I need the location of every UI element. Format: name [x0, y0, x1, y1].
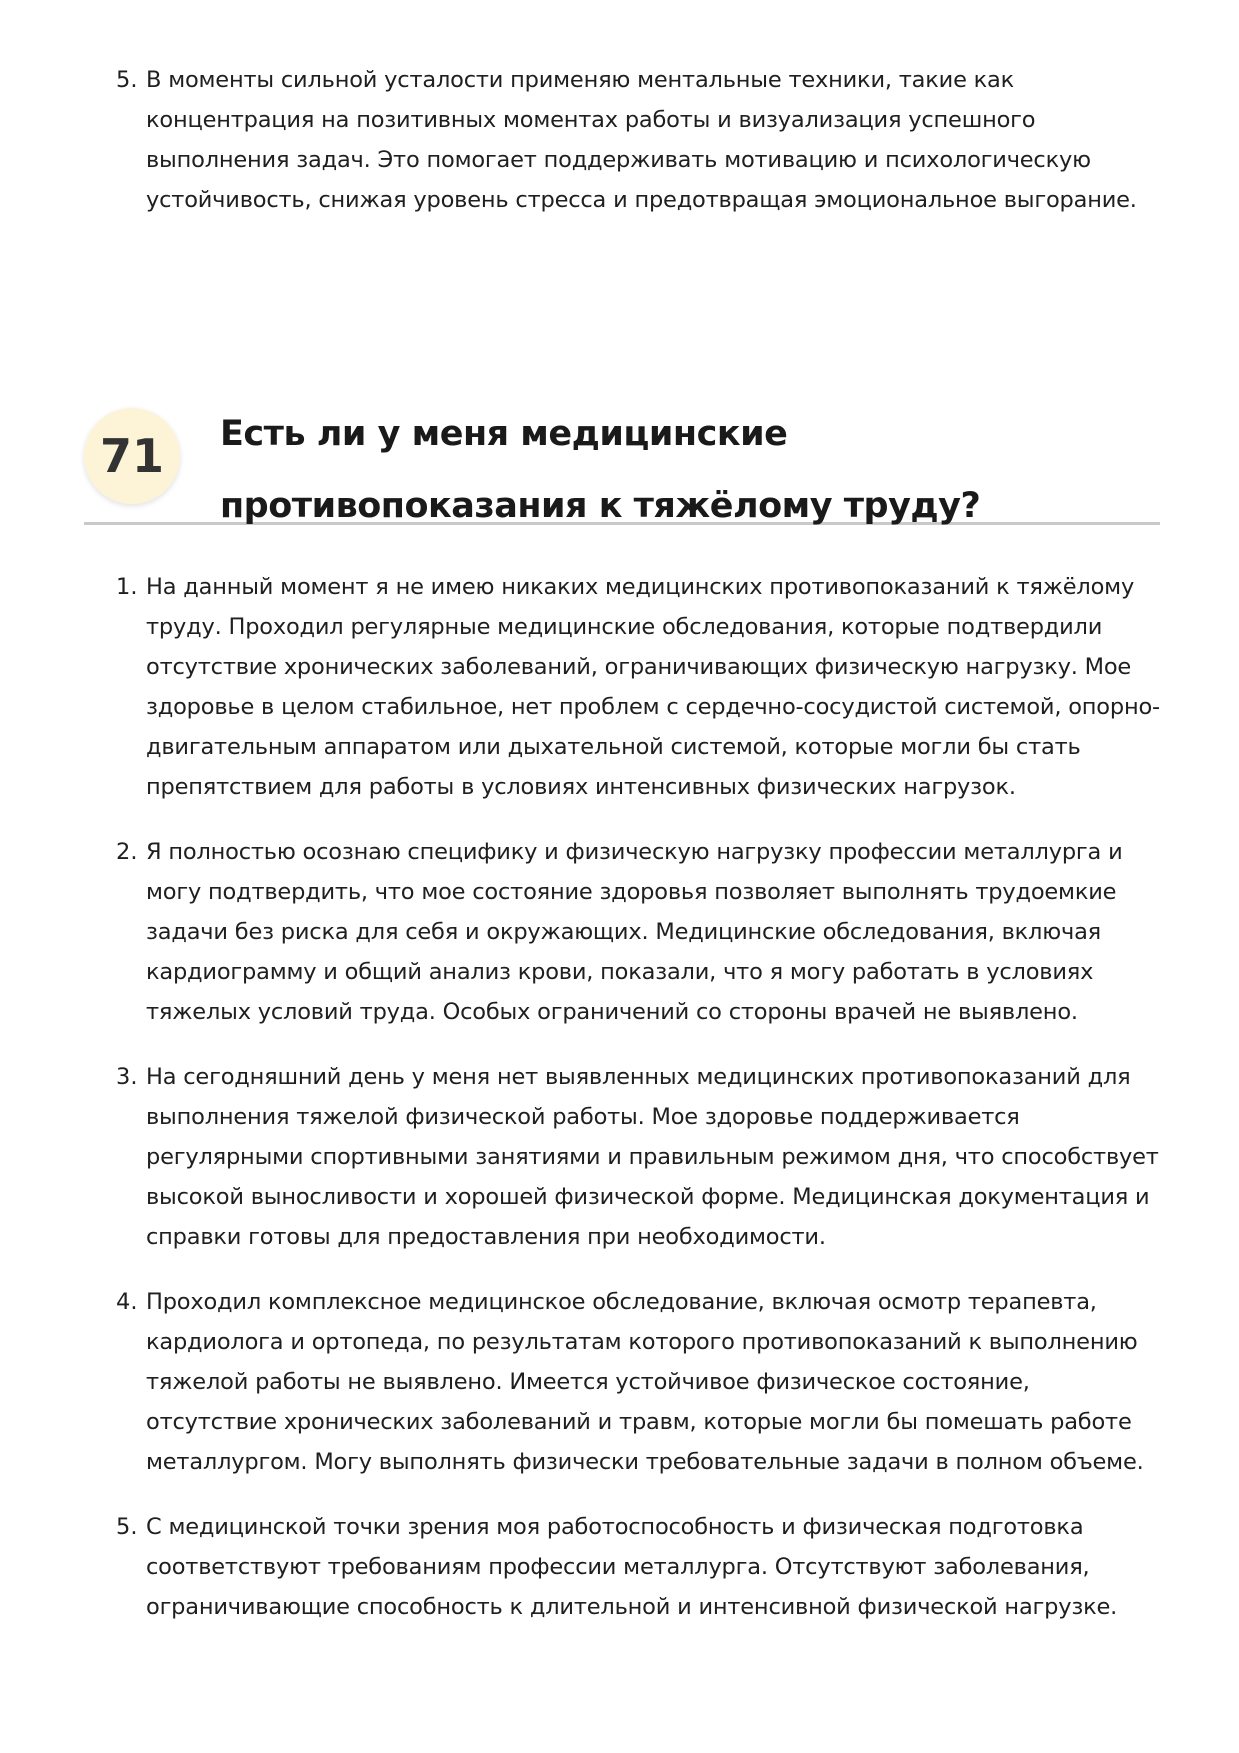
list-item-number: 5.	[116, 67, 138, 93]
list-item-number: 4.	[116, 1289, 138, 1315]
list-item	[84, 567, 1184, 807]
section-header	[84, 394, 1160, 525]
list-item-number: 3.	[116, 1064, 138, 1090]
question-title: Есть ли у меня медицинские противопоказания к тяжёлому труду?	[220, 414, 981, 526]
previous-answer-list	[84, 60, 1184, 220]
list-item-number: 5.	[116, 1514, 138, 1540]
list-item-text: На данный момент я не имею никаких медицинских противопоказаний к тяжёлому труду. Проходил регулярные медицинские обследования, которые подтвердили отсутствие хронических заболеваний, ограничивающих физическую нагрузку. Мое здоровье в целом стабильное, нет проблем с сердечно-сосудистой системой, опорно-двигательным аппаратом или дыхательной системой, которые могли бы стать препятствием для работы в условиях интенсивных физических нагрузок.	[146, 574, 1160, 800]
list-item-text: Проходил комплексное медицинское обследование, включая осмотр терапевта, кардиолога и ортопеда, по результатам которого противопоказаний к выполнению тяжелой работы не выявлено. Имеется устойчивое физическое состояние, отсутствие хронических заболеваний и травм, которые могли бы помешать работе металлургом. Могу выполнять физически требовательные задачи в полном объеме.	[146, 1289, 1144, 1475]
list-item-text: В моменты сильной усталости применяю ментальные техники, такие как концентрация на позитивных моментах работы и визуализация успешного выполнения задач. Это помогает поддерживать мотивацию и психологическую устойчивость, снижая уровень стресса и предотвращая эмоциональное выгорание.	[146, 67, 1137, 213]
question-number-badge: 71	[84, 408, 180, 504]
list-item-number: 1.	[116, 574, 138, 600]
list-item-text: Я полностью осознаю специфику и физическую нагрузку профессии металлурга и могу подтвердить, что мое состояние здоровья позволяет выполнять трудоемкие задачи без риска для себя и окружающих. Медицинские обследования, включая кардиограмму и общий анализ крови, показали, что я могу работать в условиях тяжелых условий труда. Особых ограничений со стороны врачей не выявлено.	[146, 839, 1123, 1025]
list-item-text: С медицинской точки зрения моя работоспособность и физическая подготовка соответствуют требованиям профессии металлурга. Отсутствуют заболевания, ограничивающие способность к длительной и интенсивной физической нагрузке.	[146, 1514, 1118, 1620]
list-item-number: 2.	[116, 839, 138, 865]
answer-list	[84, 567, 1184, 1652]
list-item	[84, 1507, 1184, 1627]
list-item-text: На сегодняшний день у меня нет выявленных медицинских противопоказаний для выполнения тяжелой физической работы. Мое здоровье поддерживается регулярными спортивными занятиями и правильным режимом дня, что способствует высокой выносливости и хорошей физической форме. Медицинская документация и справки готовы для предоставления при необходимости.	[146, 1064, 1159, 1250]
list-item	[84, 1057, 1184, 1257]
list-item	[84, 832, 1184, 1032]
list-item	[84, 60, 1184, 220]
list-item	[84, 1282, 1184, 1482]
